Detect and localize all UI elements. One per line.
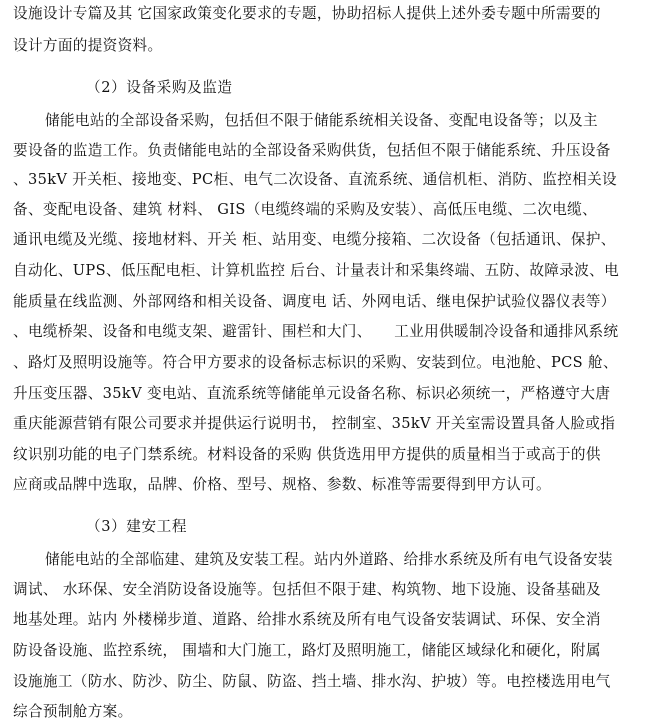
paragraph-line: 设施设计专篇及其 它国家政策变化要求的专题，协助招标人提供上述外委专题中所需要的: [13, 5, 601, 22]
paragraph-line: 调试、 水环保、安全消防设备设施等。包括但不限于建、构筑物、地下设施、设备基础及: [13, 581, 601, 598]
paragraph-line: 储能电站的全部临建、建筑及安装工程。站内外道路、给排水系统及所有电气设备安装: [45, 551, 613, 568]
paragraph-line: 防设备设施、监控系统， 围墙和大门施工，路灯及照明施工，储能区域绿化和硬化，附属: [13, 642, 601, 659]
paragraph-line: 能质量在线监测、外部网络和相关设备、调度电 话、外网电话、继电保护试验仪器仪表等）: [13, 293, 616, 310]
paragraph-line: 应商或品牌中选取，品牌、价格、型号、规格、参数、标准等需要得到甲方认可。: [13, 476, 551, 493]
paragraph-line: 、35kV 开关柜、接地变、PC柜、电气二次设备、直流系统、通信机柜、消防、监控相关设: [13, 171, 618, 188]
paragraph-line: 重庆能源营销有限公司要求并提供运行说明书， 控制室、35kV 开关室需设置具备人脸或指: [13, 415, 616, 432]
paragraph-line: 综合预制舱方案。: [13, 703, 133, 720]
paragraph-line: 储能电站的全部设备采购，包括但不限于储能系统相关设备、变配电设备等；以及主: [45, 112, 598, 129]
section-heading-equipment-procurement: （2）设备采购及监造: [86, 79, 233, 96]
paragraph-line: 设施施工（防水、防沙、防尘、防鼠、防盗、挡土墙、排水沟、护坡）等。电控楼选用电气: [13, 673, 611, 690]
paragraph-line: 地基处理。站内 外楼梯步道、道路、给排水系统及所有电气设备安装调试、环保、安全消: [13, 611, 601, 628]
paragraph-line: 升压变压器、35kV 变电站、直流系统等储能单元设备名称、标识必须统一，严格遵守大唐: [13, 385, 611, 402]
paragraph-line: 纹识别功能的电子门禁系统。材料设备的采购 供货选用甲方提供的质量相当于或高于的供: [13, 446, 601, 463]
paragraph-line: 自动化、UPS、低压配电柜、计算机监控 后台、计量表计和采集终端、五防、故障录波、电: [13, 262, 620, 279]
paragraph-line: 要设备的监造工作。负责储能电站的全部设备采购供货，包括但不限于储能系统、升压设备: [13, 142, 611, 159]
paragraph-line: 、电缆桥架、设备和电缆支架、避雷针、围栏和大门、 工业用供暖制冷设备和通排风系统: [13, 323, 619, 340]
section-heading-construction-installation: （3）建安工程: [86, 518, 188, 535]
paragraph-line: 备、变配电设备、建筑 材料、 GIS（电缆终端的采购及安装）、高低压电缆、二次电缆、: [13, 201, 598, 218]
paragraph-line: 、路灯及照明设施等。符合甲方要求的设备标志标识的采购、安装到位。电池舱、PCS 舱、: [13, 354, 618, 371]
paragraph-line: 设计方面的提资资料。: [13, 37, 163, 54]
paragraph-line: 通讯电缆及光缆、接地材料、开关 柜、站用变、电缆分接箱、二次设备（包括通讯、保护、: [13, 231, 616, 248]
